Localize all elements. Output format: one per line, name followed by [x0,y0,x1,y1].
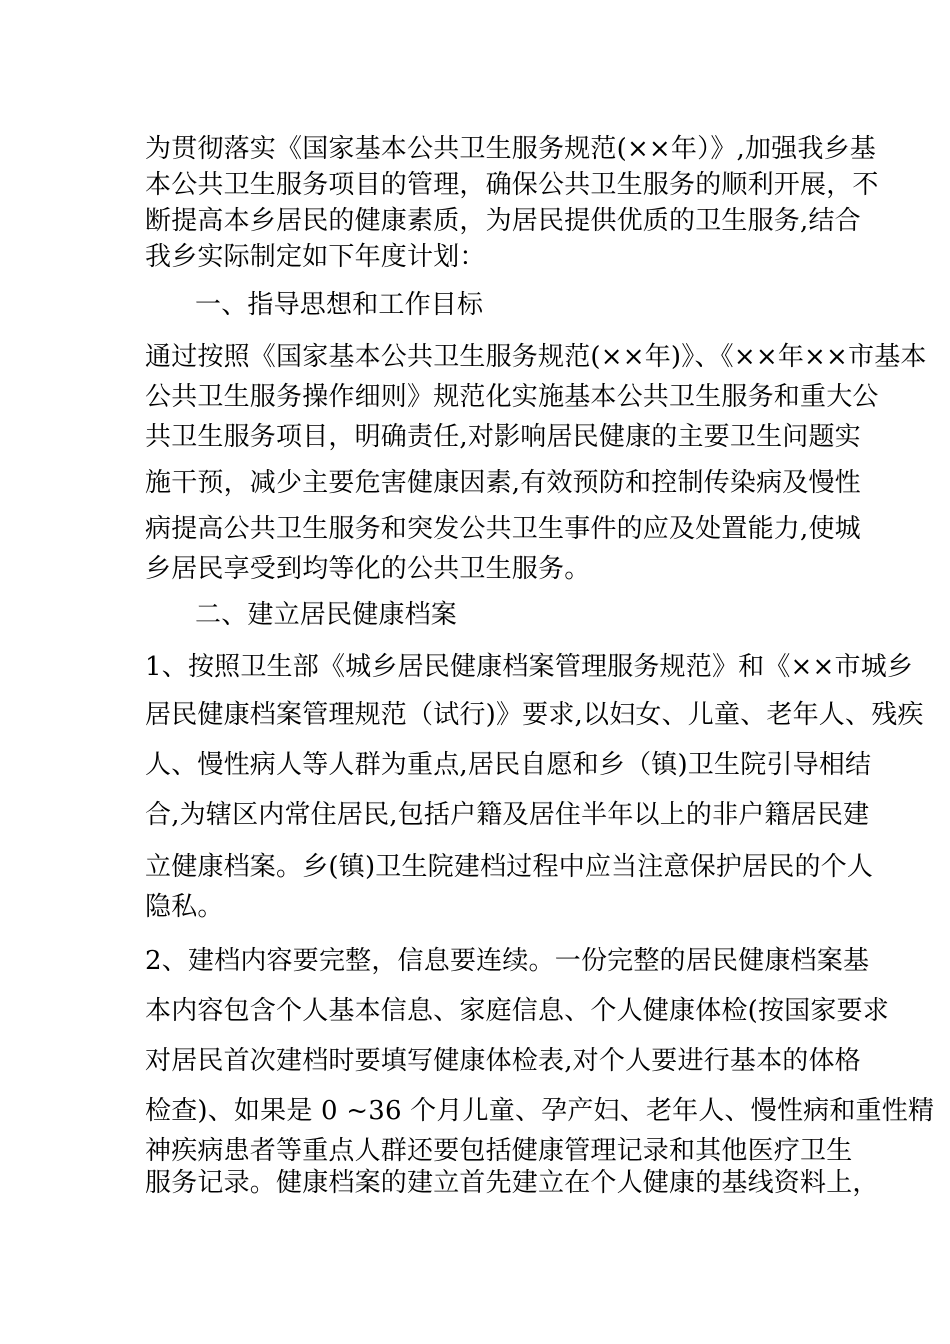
guideline-line-3: 共卫生服务项目，明确责任,对影响居民健康的主要卫生问题实 [145,422,861,452]
guideline-line-4: 施干预，减少主要危害健康因素,有效预防和控制传染病及慢性 [145,468,861,498]
archive-item1-line-6: 隐私。 [145,892,224,922]
archive-item2-line-1: 2、建档内容要完整，信息要连续。一份完整的居民健康档案基 [145,946,870,976]
intro-line-4: 我乡实际制定如下年度计划： [145,242,486,272]
archive-item1-line-3: 人、慢性病人等人群为重点,居民自愿和乡（镇)卫生院引导相结 [145,750,872,780]
intro-line-1: 为贯彻落实《国家基本公共卫生服务规范(××年）》,加强我乡基 [145,134,876,164]
guideline-line-1: 通过按照《国家基本公共卫生服务规范(××年)》、《××年××市基本 [145,342,927,372]
archive-item2-line-5: 神疾病患者等重点人群还要包括健康管理记录和其他医疗卫生 [145,1136,853,1166]
archive-item1-line-5: 立健康档案。乡(镇)卫生院建档过程中应当注意保护居民的个人 [145,852,874,882]
section-heading-2: 二、建立居民健康档案 [195,600,458,630]
archive-item1-line-1: 1、按照卫生部《城乡居民健康档案管理服务规范》和《××市城乡 [145,652,914,682]
archive-item2-line-3: 对居民首次建档时要填写健康体检表,对个人要进行基本的体格 [145,1046,861,1076]
guideline-line-5: 病提高公共卫生服务和突发公共卫生事件的应及处置能力,使城 [145,514,861,544]
section-heading-1: 一、指导思想和工作目标 [195,290,484,320]
intro-line-3: 断提高本乡居民的健康素质，为居民提供优质的卫生服务,结合 [145,206,861,236]
archive-item2-line-6: 服务记录。健康档案的建立首先建立在个人健康的基线资料上， [145,1168,879,1198]
guideline-line-6: 乡居民享受到均等化的公共卫生服务。 [145,554,591,584]
archive-item1-line-4: 合,为辖区内常住居民,包括户籍及居住半年以上的非户籍居民建 [145,800,870,830]
archive-item2-line-4: 检查)、如果是 0 ~36 个月儿童、孕产妇、老年人、慢性病和重性精 [145,1096,935,1126]
guideline-line-2: 公共卫生服务操作细则》规范化实施基本公共卫生服务和重大公 [145,382,879,412]
intro-line-2: 本公共卫生服务项目的管理，确保公共卫生服务的顺利开展，不 [145,170,879,200]
archive-item2-line-2: 本内容包含个人基本信息、家庭信息、个人健康体检(按国家要求 [145,996,889,1026]
archive-item1-line-2: 居民健康档案管理规范（试行)》要求,以妇女、儿童、老年人、残疾 [145,700,924,730]
